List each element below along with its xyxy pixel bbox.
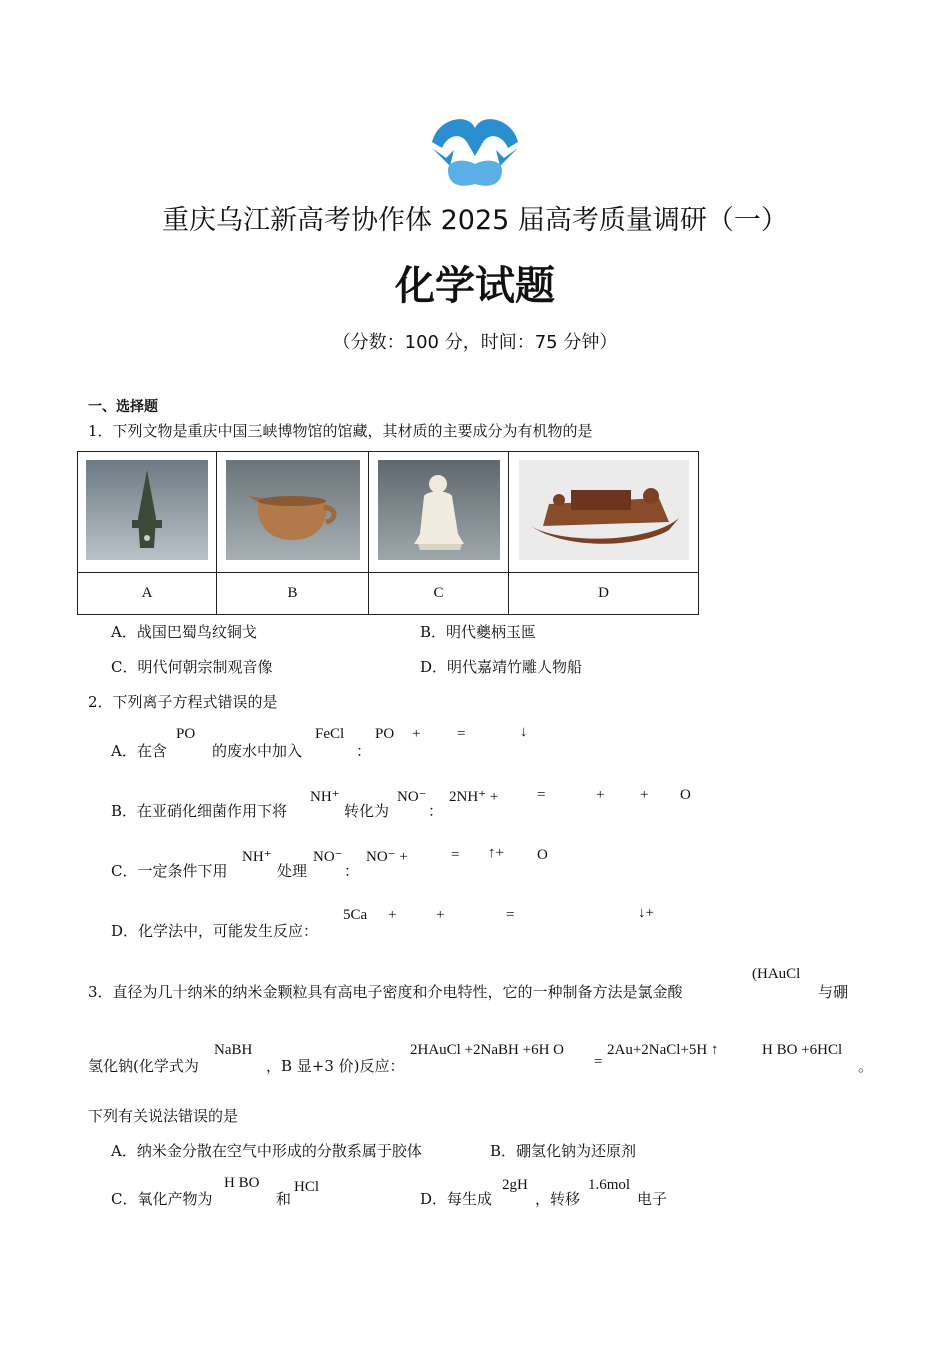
q2-c-equation-equals: = [451, 847, 460, 863]
organization-logo [428, 114, 522, 190]
q2-b-formula-nitrite: NO⁻ [397, 789, 427, 805]
q3-equation-left: 2HAuCl +2NaBH +6H O [410, 1042, 564, 1058]
q2-a-middle-text: 的废水中加入 [212, 742, 303, 760]
q3-equation-tail: H BO +6HCl [762, 1042, 843, 1058]
q2-d-precipitate-arrow: ↓+ [638, 905, 654, 921]
q1-label-b: B [217, 573, 369, 615]
q1-label-d: D [509, 573, 699, 615]
q1-cell-c-image [369, 452, 509, 573]
q2-b-colon: ： [428, 802, 444, 820]
section-title: 一、选择题 [88, 399, 158, 415]
q2-option-b-prefix: B．在亚硝化细菌作用下将 [111, 802, 288, 820]
q2-b-equation-water: O [680, 787, 691, 803]
q1-option-a: A．战国巴蜀鸟纹铜戈 [111, 623, 257, 641]
q3-c-formula-hcl: HCl [294, 1179, 320, 1195]
q3-stem-end: 与硼 [818, 983, 849, 1001]
q3-d-middle: ，转移 [535, 1190, 581, 1208]
q3-d-formula-amount: 1.6mol [588, 1177, 631, 1193]
q2-a-formula-phosphate: PO [176, 726, 196, 742]
q1-option-d: D．明代嘉靖竹雕人物船 [420, 658, 583, 676]
q3-line3: 下列有关说法错误的是 [88, 1107, 239, 1125]
q3-line2-prefix: 氢化钠(化学式为 [88, 1057, 199, 1075]
exam-info: （分数：100 分，时间：75 分钟） [332, 332, 618, 353]
logo-wave-top [432, 119, 518, 156]
bronze-ge-image [86, 460, 208, 560]
q1-stem: 1．下列文物是重庆中国三峡博物馆的馆藏，其材质的主要成分为有机物的是 [88, 422, 593, 440]
q2-option-c-prefix: C．一定条件下用 [111, 862, 228, 880]
logo-wave-left [432, 148, 454, 166]
q3-option-a: A．纳米金分散在空气中形成的分散系属于胶体 [111, 1142, 422, 1160]
q2-b-equation-equals: = [537, 787, 546, 803]
guanyin-statue-image [378, 460, 500, 560]
q2-b-middle-text: 转化为 [344, 802, 390, 820]
q3-formula-haucl4: (HAuCl [752, 966, 801, 982]
q2-b-equation-plus2: + [640, 787, 649, 803]
q3-formula-nabh4: NaBH [214, 1042, 253, 1058]
q2-d-formula-calcium: 5Ca [343, 907, 368, 923]
q1-label-c: C [369, 573, 509, 615]
q2-b-formula-ammonium: NH⁺ [310, 789, 340, 805]
q3-option-d-prefix: D．每生成 [420, 1190, 493, 1208]
q3-equation-equals: = [594, 1054, 603, 1070]
q1-label-a: A [78, 573, 217, 615]
exam-title: 重庆乌江新高考协作体 2025 届高考质量调研（一） [162, 205, 788, 236]
q3-equation-right: 2Au+2NaCl+5H ↑ [607, 1042, 719, 1058]
q1-cell-a-image [78, 452, 217, 573]
q2-d-equation-plus2: + [436, 907, 445, 923]
q1-option-b: B．明代夔柄玉匜 [420, 623, 537, 641]
q3-option-b: B．硼氢化钠为还原剂 [490, 1142, 637, 1160]
q2-c-formula-ammonium: NH⁺ [242, 849, 272, 865]
q2-a-equation-equals: = [457, 726, 466, 742]
q2-stem: 2．下列离子方程式错误的是 [88, 693, 278, 711]
bamboo-boat-image [519, 460, 689, 560]
q2-option-a-prefix: A．在含 [111, 742, 167, 760]
q1-image-table [77, 451, 699, 615]
q3-option-c-prefix: C．氧化产物为 [111, 1190, 213, 1208]
q2-a-precipitate-arrow: ↓ [520, 724, 528, 740]
q1-cell-d-image [509, 452, 699, 573]
q2-b-equation-plus1: + [596, 787, 605, 803]
q3-stem: 3．直径为几十纳米的纳米金颗粒具有高电子密度和介电特性，它的一种制备方法是氯金酸 [88, 983, 683, 1001]
q1-cell-b-image [217, 452, 369, 573]
q2-d-equation-equals: = [506, 907, 515, 923]
q2-option-d-prefix: D．化学法中，可能发生反应： [111, 922, 319, 940]
q3-d-suffix: 电子 [637, 1190, 668, 1208]
q2-c-formula-nitrite: NO⁻ [313, 849, 343, 865]
q2-a-colon: ： [356, 742, 372, 760]
q2-c-equation-left: NO⁻ + [366, 849, 408, 865]
q1-option-c: C．明代何朝宗制观音像 [111, 658, 273, 676]
q2-a-equation-phosphate: PO [375, 726, 395, 742]
q2-b-equation-left: 2NH⁺ + [449, 789, 499, 805]
q3-d-formula-h2: 2gH [502, 1177, 528, 1193]
q3-line2-period: 。 [858, 1057, 874, 1075]
q2-c-equation-water: O [537, 847, 548, 863]
q2-a-equation-plus: + [412, 726, 421, 742]
logo-wave-right [496, 148, 518, 166]
q2-c-middle-text: 处理 [277, 862, 308, 880]
q3-line2-middle: ，B 显+3 价)反应： [266, 1057, 405, 1075]
q2-c-colon: ： [344, 862, 360, 880]
q2-c-gas-arrow: ↑+ [488, 845, 504, 861]
subject-title: 化学试题 [395, 263, 555, 309]
jade-yi-image [226, 460, 360, 560]
q3-c-and: 和 [276, 1190, 292, 1208]
q2-d-equation-plus1: + [388, 907, 397, 923]
q3-c-formula-h3bo3: H BO [224, 1175, 260, 1191]
q2-a-formula-fecl3: FeCl [315, 726, 345, 742]
logo-base [448, 161, 502, 186]
